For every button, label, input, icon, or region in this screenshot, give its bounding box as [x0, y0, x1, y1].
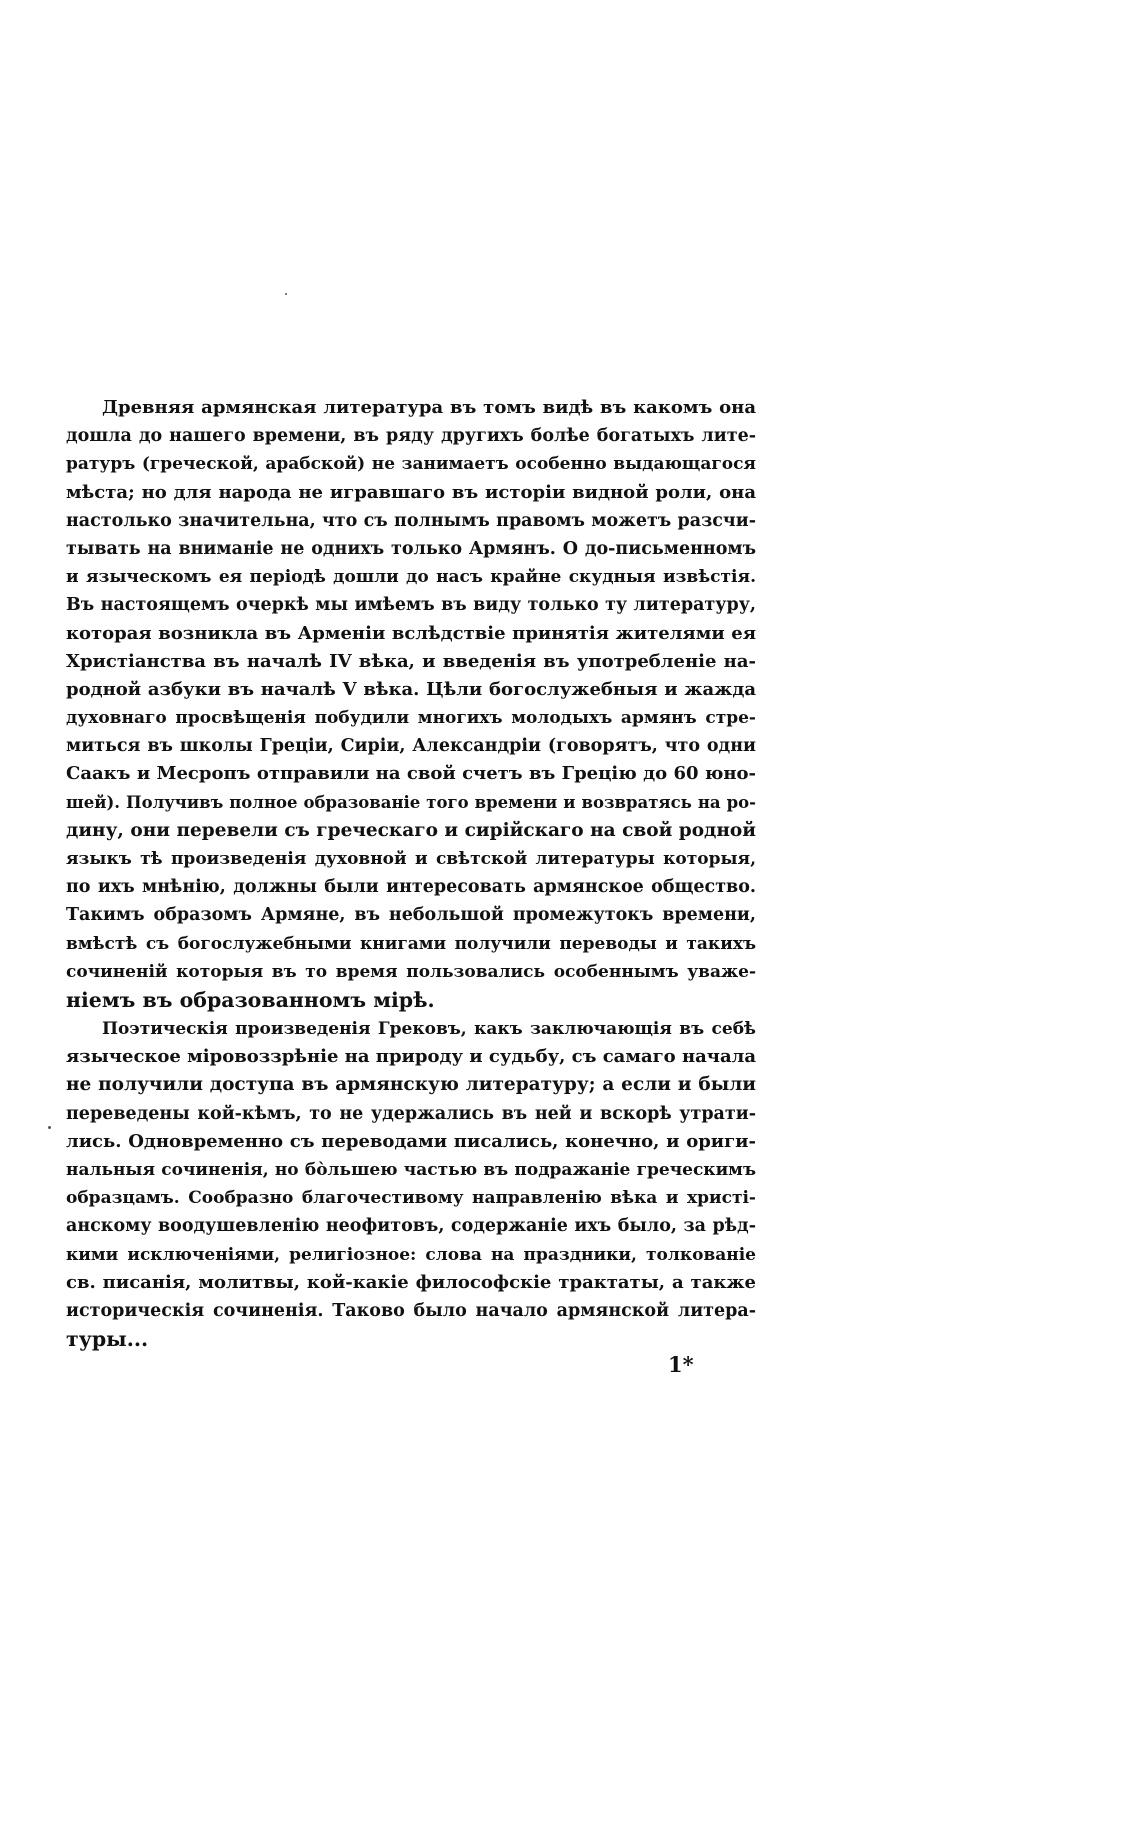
text-line: Саакъ и Месропъ отправили на свой счетъ въ Грецію до 60 юно- — [66, 763, 756, 785]
text-line: Христіанства въ началѣ IV вѣка, и введенія въ употребленіе на- — [66, 650, 756, 672]
text-line: лись. Одновременно съ переводами писались, конечно, и ориги- — [66, 1130, 756, 1152]
text-line: языкъ тѣ произведенія духовной и свѣтской литературы которыя, — [66, 849, 756, 869]
text-line: родной азбуки въ началѣ V вѣка. Цѣли богослужебныя и жажда — [66, 678, 756, 700]
scan-speck — [285, 293, 287, 295]
text-line: переведены кой-кѣмъ, то не удержались въ ней и вскорѣ утрати- — [66, 1103, 756, 1124]
scan-speck — [48, 1126, 51, 1129]
text-line: дину, они перевели съ греческаго и сирійскаго на свой родной — [66, 819, 756, 841]
text-line: анскому воодушевленію неофитовъ, содержаніе ихъ было, за рѣд- — [66, 1216, 756, 1237]
text-line: дошла до нашего времени, въ ряду другихъ болѣе богатыхъ лите- — [66, 426, 756, 447]
text-line: кими исключеніями, религіозное: слова на праздники, толкованіе — [66, 1244, 756, 1265]
text-line: и языческомъ ея періодѣ дошли до насъ крайне скудныя извѣстія. — [66, 567, 756, 588]
text-line: Поэтическія произведенія Грековъ, какъ заключающія въ себѣ — [102, 1019, 756, 1039]
text-line: шей). Получивъ полное образованіе того времени и возвратясь на ро- — [66, 792, 756, 812]
text-line: сочиненій которыя въ то время пользовались особеннымъ уваже- — [66, 961, 756, 982]
text-line: историческія сочиненія. Таково было начало армянской литера- — [66, 1300, 756, 1321]
text-line: Въ настоящемъ очеркѣ мы имѣемъ въ виду только ту литературу, — [66, 595, 756, 616]
text-line: тывать на вниманіе не однихъ только Армянъ. О до-письменномъ — [66, 538, 756, 559]
text-line: нальныя сочиненія, но бо̀льшею частью въ подражаніе греческимъ — [66, 1159, 756, 1180]
text-line: ніемъ въ образованномъ мірѣ. — [66, 987, 435, 1012]
text-line: по ихъ мнѣнію, должны были интересовать армянское общество. — [66, 877, 756, 898]
text-line: духовнаго просвѣщенія побудили многихъ молодыхъ армянъ стре- — [66, 708, 756, 729]
text-line: туры... — [66, 1327, 149, 1352]
text-line: не получили доступа въ армянскую литературу; а если и были — [66, 1074, 756, 1096]
paragraph-2 — [66, 1015, 756, 1353]
text-line: вмѣстѣ съ богослужебными книгами получили переводы и такихъ — [66, 933, 756, 954]
text-line: настолько значительна, что съ полнымъ правомъ можетъ разсчи- — [66, 510, 756, 531]
text-line: языческое міровоззрѣніе на природу и судьбу, съ самаго начала — [66, 1046, 756, 1068]
text-line: Древняя армянская литература въ томъ видѣ въ какомъ она — [102, 397, 756, 418]
text-line: Такимъ образомъ Армяне, въ небольшой промежутокъ времени, — [66, 905, 756, 926]
paragraph-1 — [66, 394, 756, 1014]
text-line: св. писанія, молитвы, кой-какіе философскіе трактаты, а также — [66, 1271, 756, 1293]
text-line: которая возникла въ Арменіи вслѣдствіе принятія жителями ея — [66, 622, 756, 644]
page-number: 1* — [668, 1352, 694, 1377]
text-line: мѣста; но для народа не игравшаго въ исторіи видной роли, она — [66, 481, 756, 503]
text-line: ратуръ (греческой, арабской) не занимаетъ особенно выдающагося — [66, 454, 756, 475]
text-line: миться въ школы Греціи, Сиріи, Александріи (говорятъ, что одни — [66, 736, 756, 757]
text-line: образцамъ. Сообразно благочестивому направленію вѣка и христі- — [66, 1188, 756, 1209]
